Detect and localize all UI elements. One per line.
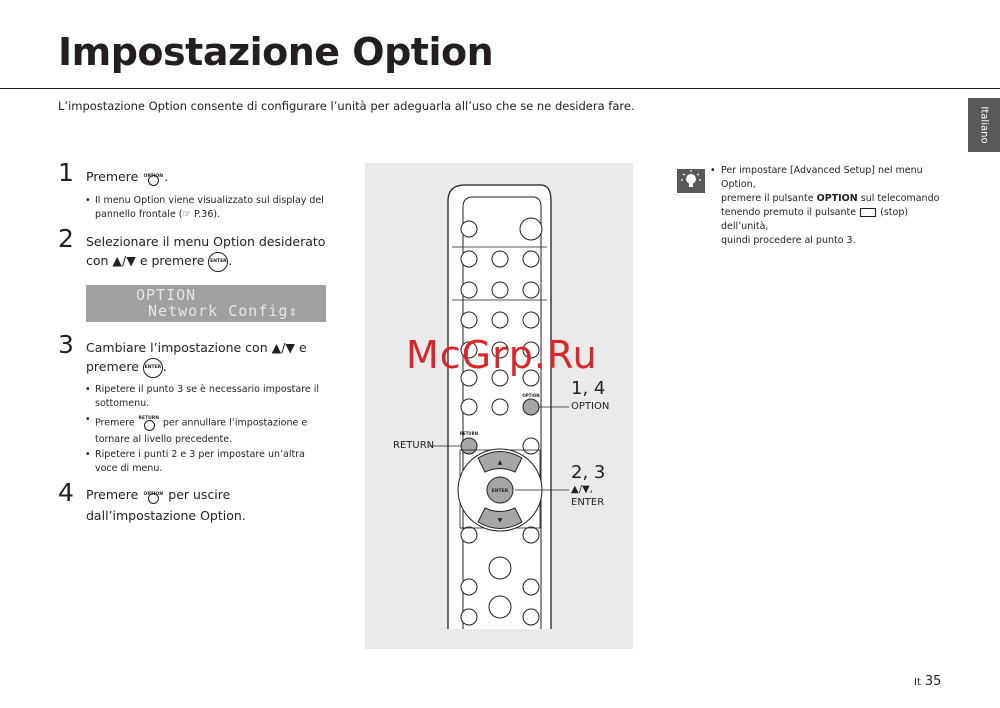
stop-button-icon (860, 208, 876, 217)
step-3-line2: premere ENTER . (86, 357, 167, 378)
step-2-line2: con ▲/▼ e premere ENTER . (86, 251, 232, 272)
step-1-number: 1 (58, 158, 74, 187)
front-panel-display (86, 285, 326, 322)
svg-text:OPTION: OPTION (522, 393, 540, 398)
title-rule (0, 88, 1000, 89)
enter-button-icon: ENTER (208, 252, 228, 272)
watermark: McGrp.Ru (406, 333, 598, 377)
step-3-line1: Cambiare l’impostazione con ▲/▼ e (86, 340, 307, 355)
intro-text: L’impostazione Option consente di configurare l’unità per adeguarla all’uso che se ne desidera fare. (58, 99, 635, 113)
svg-text:▼: ▼ (497, 517, 503, 524)
display-line-2: Network Config⇕ (148, 302, 299, 320)
step-3-number: 3 (58, 330, 74, 359)
callout-enter-label: ENTER (571, 497, 605, 508)
step-3-bullet-3: • Ripetere i punti 2 e 3 per impostare un’altra voce di menu. (85, 449, 305, 474)
option-button-icon: OPTION (142, 168, 164, 188)
display-line-1: OPTION (136, 286, 197, 304)
step-2-line1: Selezionare il menu Option desiderato (86, 234, 326, 249)
callout-step-1-4: 1, 4 (571, 378, 606, 399)
svg-text:RETURN: RETURN (459, 431, 479, 436)
svg-text:ENTER: ENTER (491, 489, 509, 494)
step-2-number: 2 (58, 224, 74, 253)
step-3-bullet-2: • Premere RETURN per annullare l’impostazione e tornare al livello precedente. (85, 414, 308, 445)
lightbulb-icon (677, 169, 705, 193)
step-4-line1: Premere OPTION per uscire (86, 485, 230, 506)
return-button-icon: RETURN (138, 413, 160, 433)
page-title: Impostazione Option (58, 30, 494, 74)
enter-button-icon: ENTER (143, 358, 163, 378)
option-button-icon: OPTION (142, 486, 164, 506)
page-number: It 35 (914, 674, 942, 689)
step-1-bullet: • Il menu Option viene visualizzato sul display del pannello frontale (☞ P.36). (85, 195, 324, 220)
callout-option-label: OPTION (571, 401, 610, 412)
language-tab-label: Italiano (978, 106, 990, 144)
step-4-line2: dall’impostazione Option. (86, 508, 246, 523)
svg-text:▲: ▲ (497, 459, 503, 466)
callout-arrows-label: ▲/▼, (571, 484, 593, 495)
callout-step-2-3: 2, 3 (571, 462, 606, 483)
callout-return-label: RETURN (393, 440, 435, 451)
step-4-number: 4 (58, 478, 74, 507)
language-tab (968, 98, 1000, 152)
tip-text: • Per impostare [Advanced Setup] nel menu Option, premere il pulsante OPTION sul telecomando tenendo premuto il pulsante (stop) dell’unità, quindi procedere al punto 3. (710, 165, 940, 246)
tip-box (677, 169, 705, 193)
step-3-bullet-1: • Ripetere il punto 3 se è necessario impostare il sottomenu. (85, 384, 320, 409)
step-1-text: Premere OPTION . (86, 167, 168, 188)
